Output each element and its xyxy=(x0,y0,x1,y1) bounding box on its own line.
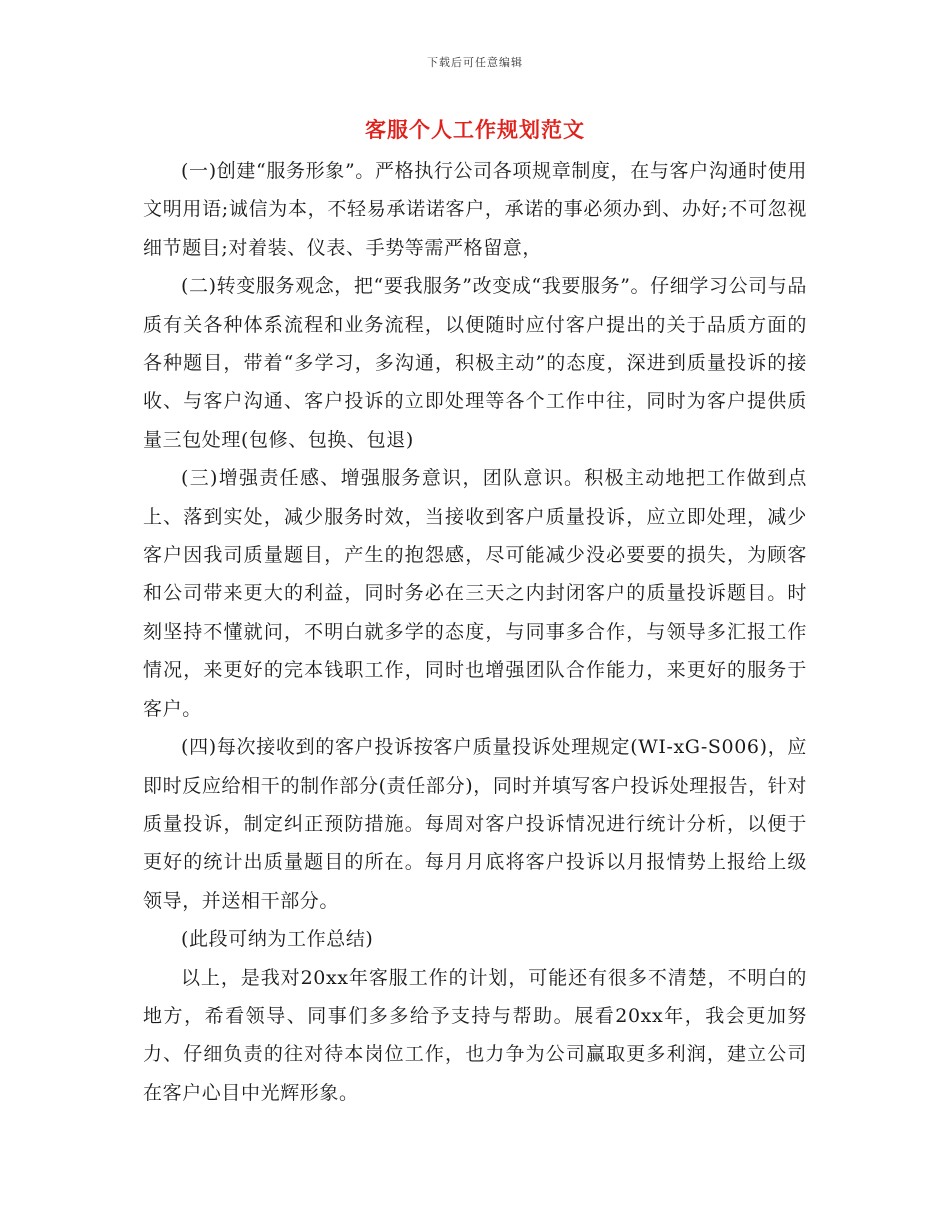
paragraph-service-concept: (二)转变服务观念，把“要我服务”改变成“我要服务”。仔细学习公司与品质有关各种体系流程和业务流程，以便随时应付客户提出的关于品质方面的各种题目，带着“多学习，多沟通，积极主动”的态度，深进到质量投诉的接收、与客户沟通、客户投诉的立即处理等各个工作中往，同时为客户提供质量三包处理(包修、包换、包退) xyxy=(143,275,807,451)
paragraph-summary-note: (此段可纳为工作总结) xyxy=(181,928,374,951)
document-body xyxy=(143,152,807,1112)
document-title: 客服个人工作规划范文 xyxy=(365,117,585,142)
paragraph-complaint-handling: (四)每次接收到的客户投诉按客户质量投诉处理规定(WI-xG-S006)，应即时反应给相干的制作部分(责任部分)，同时并填写客户投诉处理报告，针对质量投诉，制定纠正预防措施。每周对客户投诉情况进行统计分析，以便于更好的统计出质量题目的所在。每月月底将客户投诉以月报情势上报给上级领导，并送相干部分。 xyxy=(143,736,807,912)
download-note: 下载后可任意编辑 xyxy=(427,56,523,69)
paragraph-conclusion: 以上，是我对20xx年客服工作的计划，可能还有很多不清楚，不明白的地方，希看领导、同事们多多给予支持与帮助。展看20xx年，我会更加努力、仔细负责的往对待本岗位工作，也力争为公司赢取更多利润，建立公司在客户心目中光辉形象。 xyxy=(143,966,807,1104)
paragraph-create-image: (一)创建“服务形象”。严格执行公司各项规章制度，在与客户沟通时使用文明用语;诚信为本，不轻易承诺诺客户，承诺的事必须办到、办好;不可忽视细节题目;对着装、仪表、手势等需严格留意， xyxy=(143,160,807,259)
paragraph-responsibility: (三)增强责任感、增强服务意识，团队意识。积极主动地把工作做到点上、落到实处，减少服务时效，当接收到客户质量投诉，应立即处理，减少客户因我司质量题目，产生的抱怨感，尽可能减少没必要要的损失，为顾客和公司带来更大的利益，同时务必在三天之内封闭客户的质量投诉题目。时刻坚持不懂就问，不明白就多学的态度，与同事多合作，与领导多汇报工作情况，来更好的完本钱职工作，同时也增强团队合作能力，来更好的服务于客户。 xyxy=(143,467,807,720)
